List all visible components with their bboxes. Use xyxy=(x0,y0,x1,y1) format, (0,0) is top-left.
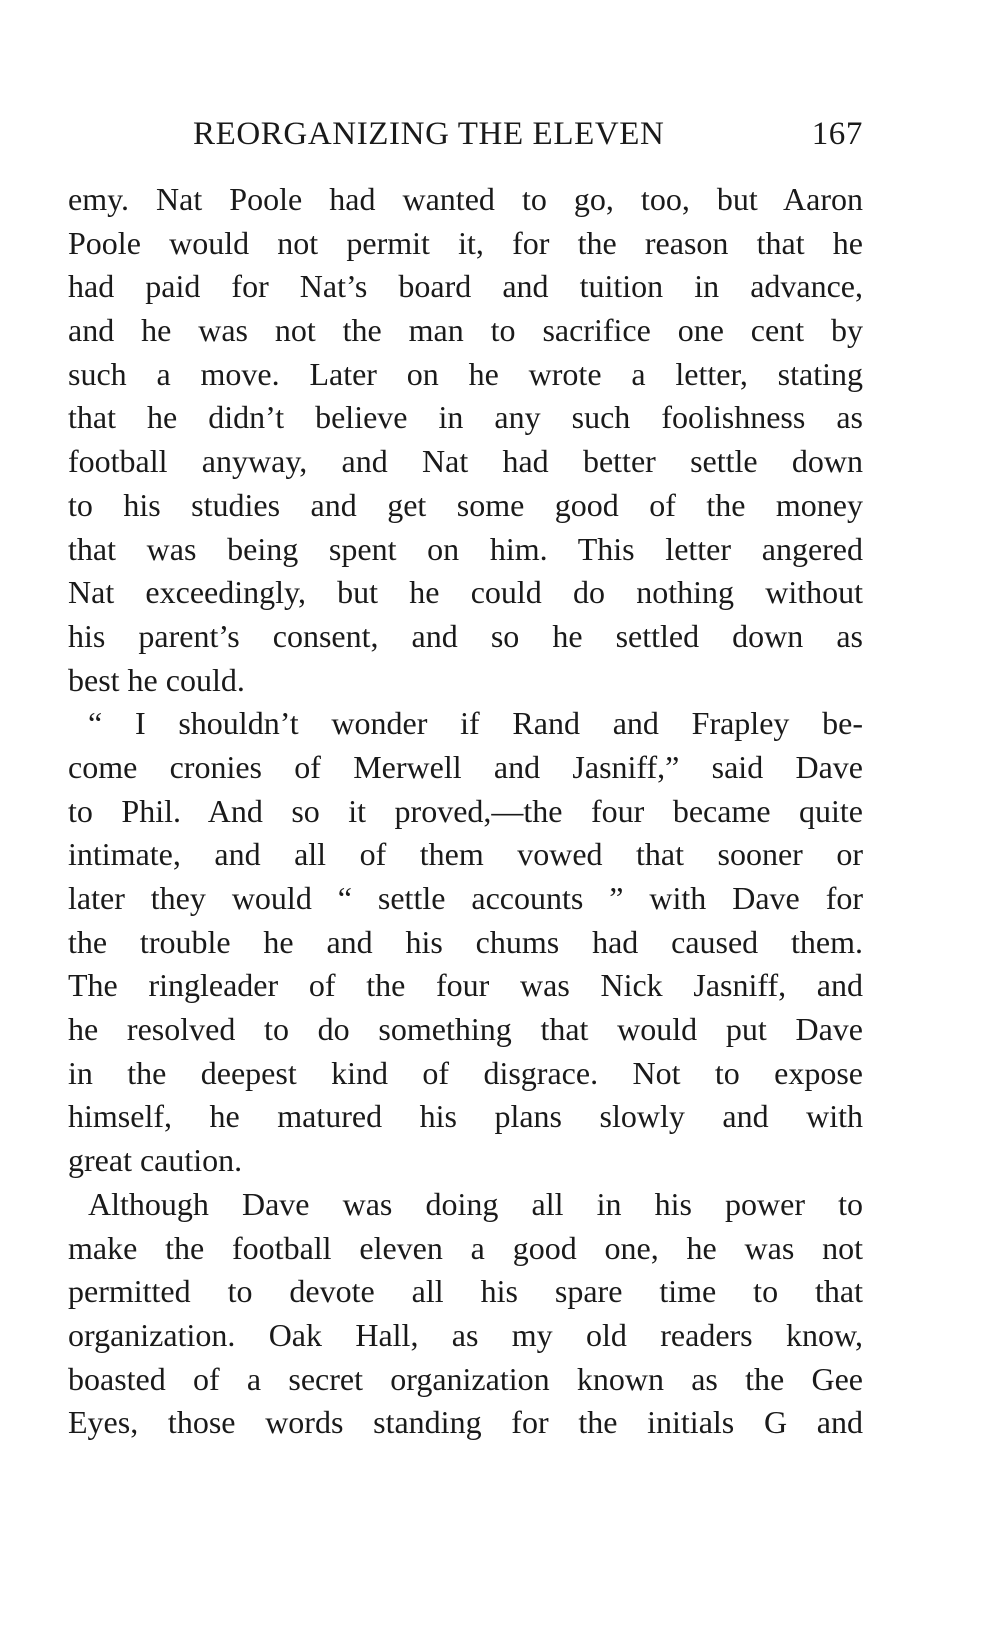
text-line: “ I shouldn’t wonder if Rand and Frapley be- xyxy=(88,705,863,742)
running-title: REORGANIZING THE ELEVEN xyxy=(193,116,665,152)
text-line: intimate, and all of them vowed that sooner or xyxy=(68,836,863,873)
text-line: the trouble he and his chums had caused them. xyxy=(68,923,863,960)
text-line: that he didn’t believe in any such foolishness as xyxy=(68,399,863,436)
running-head xyxy=(68,116,863,156)
text-line: football anyway, and Nat had better settle down xyxy=(68,443,863,480)
text-line: organization. Oak Hall, as my old readers know, xyxy=(68,1316,863,1353)
text-line: himself, he matured his plans slowly and with xyxy=(68,1098,863,1135)
text-line: his parent’s consent, and so he settled down as xyxy=(68,617,863,654)
text-line: to his studies and get some good of the money xyxy=(68,486,863,523)
text-line: great caution. xyxy=(68,1142,243,1179)
text-line: Eyes, those words standing for the initials G and xyxy=(68,1404,863,1441)
text-line: emy. Nat Poole had wanted to go, too, but Aaron xyxy=(68,181,863,217)
text-line: he resolved to do something that would put Dave xyxy=(68,1011,863,1048)
page-number: 167 xyxy=(811,116,863,152)
body-text xyxy=(68,178,863,1445)
text-line: permitted to devote all his spare time to that xyxy=(68,1273,863,1310)
text-line: in the deepest kind of disgrace. Not to expose xyxy=(68,1054,863,1091)
paragraph-3 xyxy=(68,1183,863,1445)
paragraph-1 xyxy=(68,178,863,702)
text-line: that was being spent on him. This letter angered xyxy=(68,530,863,567)
text-line: make the football eleven a good one, he was not xyxy=(68,1229,863,1266)
text-line: The ringleader of the four was Nick Jasniff, and xyxy=(68,967,863,1004)
text-line: later they would “ settle accounts ” with Dave for xyxy=(68,880,863,916)
text-line: Although Dave was doing all in his power to xyxy=(88,1185,863,1222)
text-line: had paid for Nat’s board and tuition in advance, xyxy=(68,268,863,305)
text-line: and he was not the man to sacrifice one cent by xyxy=(68,312,863,349)
text-line: Poole would not permit it, for the reason that he xyxy=(68,224,863,261)
text-line: Nat exceedingly, but he could do nothing without xyxy=(68,574,863,611)
text-line: boasted of a secret organization known as the Gee xyxy=(68,1360,863,1397)
paragraph-2 xyxy=(68,702,863,1183)
text-line: best he could. xyxy=(68,661,245,698)
text-line: come cronies of Merwell and Jasniff,” said Dave xyxy=(68,748,863,785)
text-line: such a move. Later on he wrote a letter, stating xyxy=(68,355,863,392)
text-line: to Phil. And so it proved,—the four became quite xyxy=(68,792,863,829)
